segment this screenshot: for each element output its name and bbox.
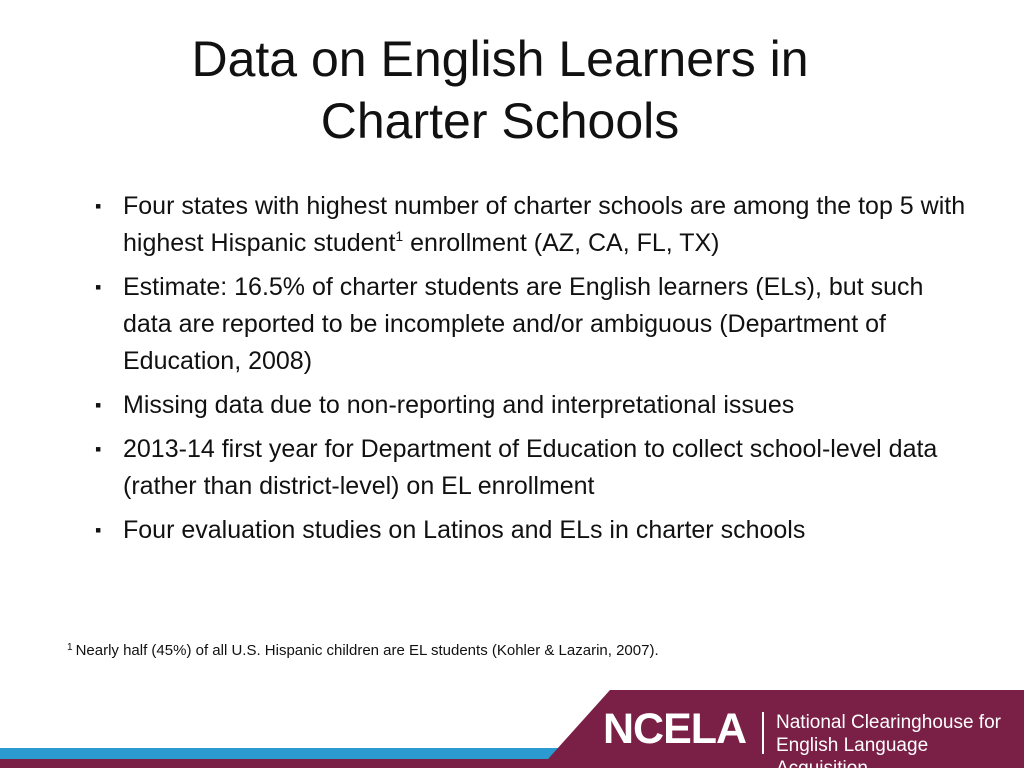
logo-divider bbox=[762, 712, 764, 754]
bullet-square-icon: ▪ bbox=[95, 277, 102, 297]
organization-name bbox=[776, 711, 1024, 780]
bullet-text-continued: enrollment (AZ, CA, FL, TX) bbox=[403, 229, 720, 257]
bullet-text: Estimate: 16.5% of charter students are English learners (ELs), but such data are reported to be incomplete and/or ambiguous (Department of Education, 2008) bbox=[123, 273, 924, 375]
bullet-item bbox=[95, 512, 975, 549]
ncela-logo: NCELA bbox=[603, 705, 747, 753]
bullet-square-icon: ▪ bbox=[95, 196, 102, 216]
bullet-text: Four evaluation studies on Latinos and ELs in charter schools bbox=[123, 516, 806, 544]
bullet-square-icon: ▪ bbox=[95, 395, 102, 415]
org-name-line-1: National Clearinghouse for bbox=[776, 712, 1001, 733]
footnote-text: Nearly half (45%) of all U.S. Hispanic children are EL students (Kohler & Lazarin, 2007). bbox=[75, 642, 659, 659]
bullet-text: Four states with highest number of charter schools are among the top 5 with highest Hispanic student bbox=[123, 192, 966, 257]
title-line-2: Charter Schools bbox=[320, 93, 680, 149]
footnote-mark: 1 bbox=[67, 642, 73, 653]
title-line-1: Data on English Learners in bbox=[191, 31, 809, 87]
bullet-square-icon: ▪ bbox=[95, 439, 102, 459]
bullet-item bbox=[95, 387, 975, 424]
footnote-reference: 1 bbox=[395, 228, 404, 244]
bullet-item bbox=[95, 431, 975, 505]
banner-blue-stripe bbox=[0, 748, 560, 759]
bullet-square-icon: ▪ bbox=[95, 520, 102, 540]
footnote bbox=[67, 642, 659, 659]
bullet-item bbox=[95, 269, 975, 380]
org-name-line-2: English Language Acquisition bbox=[776, 735, 929, 779]
bullet-text: Missing data due to non-reporting and interpretational issues bbox=[123, 391, 795, 419]
slide-title bbox=[0, 28, 1000, 152]
bullet-item bbox=[95, 188, 975, 262]
bullet-text: 2013-14 first year for Department of Education to collect school-level data (rather than district-level) on EL enrollment bbox=[123, 435, 938, 500]
bullet-list bbox=[95, 188, 975, 556]
